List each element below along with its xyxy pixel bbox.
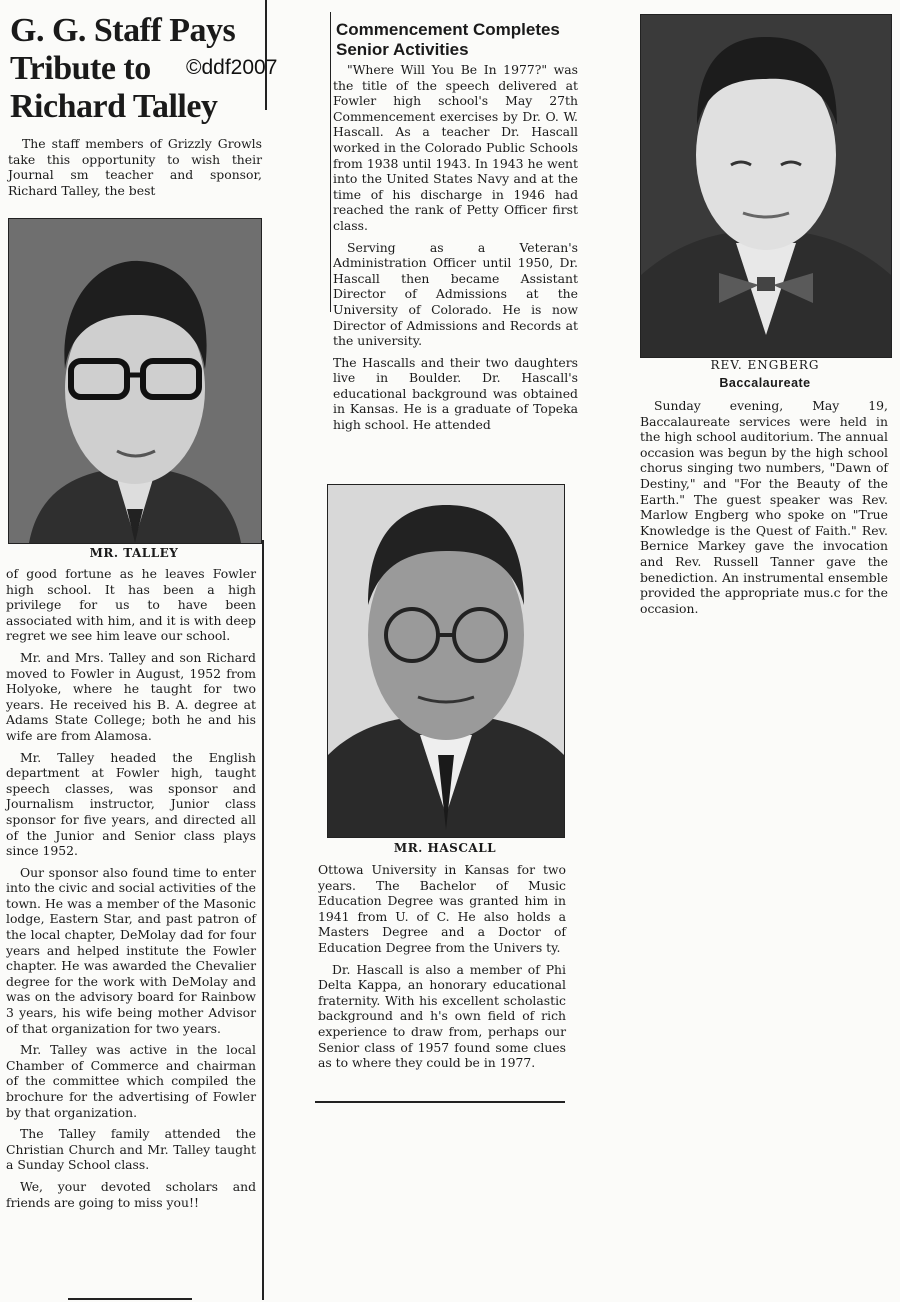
talley-portrait-image: [9, 219, 261, 543]
engberg-subhead: Baccalaureate: [719, 376, 811, 390]
engberg-photo-caption: REV. ENGBERG: [710, 358, 820, 372]
talley-paragraph-3: Mr. Talley headed the English department at Fowler high, taught speech classes, was sponsor and Journalism instructor, Junior class sponsor for five years, and directed all of the Junior and Senior class plays since 1952.: [6, 749, 256, 859]
talley-lead-column: [8, 136, 262, 204]
column-rule-left-top: [265, 0, 267, 110]
talley-headline: G. G. Staff Pays Tribute to Richard Talley: [10, 12, 236, 125]
column-rule-mid: [330, 12, 331, 312]
hascall-headline: Commencement Completes Senior Activities: [336, 20, 560, 59]
hascall-photo: [327, 484, 565, 838]
hascall-paragraph-5: Dr. Hascall is also a member of Phi Delta Kappa, an honorary educational fraternity. With his excellent scholastic background and h's own field of rich experience to draw from, perhaps our Senior class of 1957 found some clues as to where they could be in 1977.: [318, 961, 566, 1071]
engberg-portrait-image: [641, 15, 891, 357]
hascall-paragraph-3: The Hascalls and their two daughters live in Boulder. Dr. Hascall's educational background was obtained in Kansas. He is a graduate of Topeka high school. He attended: [333, 354, 578, 433]
hascall-bottom-column: [318, 862, 566, 1077]
article-end-rule-left: [68, 1298, 192, 1300]
hascall-photo-caption: MR. HASCALL: [393, 841, 497, 855]
article-end-rule-mid: [315, 1101, 565, 1103]
talley-photo: [8, 218, 262, 544]
engberg-photo: [640, 14, 892, 358]
engberg-column: [640, 398, 888, 622]
talley-paragraph-6: The Talley family attended the Christian Church and Mr. Talley taught a Sunday School class.: [6, 1126, 256, 1173]
hascall-paragraph-1: "Where Will You Be In 1977?" was the title of the speech delivered at Fowler high school's May 27th Commencement exercises by Dr. O. W. Hascall. As a teacher Dr. Hascall worked in the Colorado Public Schools from 1938 until 1943. In 1943 he went into the United States Navy and at the time of his discharge in 1946 had reached the rank of Petty Officer first class.: [333, 62, 578, 233]
hascall-portrait-image: [328, 485, 564, 837]
talley-lead: The staff members of Grizzly Growls take this opportunity to wish their Journal sm teacher and sponsor, Richard Talley, the best: [8, 136, 262, 198]
talley-paragraph-7: We, your devoted scholars and friends are going to miss you!!: [6, 1178, 256, 1210]
hascall-paragraph-2: Serving as a Veteran's Administration Officer until 1950, Dr. Hascall then became Assistant Director of Admissions at the University of Colorado. He is now Director of Admissions and Records at the university.: [333, 239, 578, 349]
talley-photo-caption: MR. TALLEY: [89, 546, 179, 560]
talley-paragraph-5: Mr. Talley was active in the local Chamber of Commerce and chairman of the committee which compiled the brochure for the advertising of Fowler by that organization.: [6, 1042, 256, 1120]
engberg-paragraph-1: Sunday evening, May 19, Baccalaureate services were held in the high school auditorium. The annual occasion was begun by the high school chorus singing two numbers, "Dawn of Destiny," and "For the Beauty of the Earth." The guest speaker was Rev. Marlow Engberg who spoke on "True Knowledge is the Quest of Faith." Rev. Bernice Markey gave the invocation and Rev. Russell Tanner gave the benediction. An instrumental ensemble provided the appropriate mus.c for the occasion.: [640, 398, 888, 616]
hascall-paragraph-4: Ottowa University in Kansas for two years. The Bachelor of Music Education Degree was granted him in 1941 from U. of C. He also holds a Masters Degree and a Doctor of Education Degree from the Univers ty.: [318, 862, 566, 955]
talley-paragraph-4: Our sponsor also found time to enter into the civic and social activities of the town. He was a member of the Masonic lodge, Eastern Star, and past patron of the local chapter, DeMolay dad for four years and helped institute the Fowler chapter. He was awarded the Chevalier degree for the work with DeMolay and was on the advisory board for Rainbow 3 years, his wife being mother Advisor of that organization for two years.: [6, 864, 256, 1036]
column-rule-left: [262, 540, 264, 1300]
talley-paragraph-2: Mr. and Mrs. Talley and son Richard moved to Fowler in August, 1952 from Holyoke, where he taught for two years. He received his B. A. degree at Adams State College; both he and his wife are from Alamosa.: [6, 649, 256, 743]
talley-body-column: [6, 566, 256, 1216]
hascall-top-column: [333, 62, 578, 439]
talley-continued: of good fortune as he leaves Fowler high school. It has been a high privilege for us to have been associated with him, and it is with deep regret we see him leave our school.: [6, 566, 256, 644]
copyright-watermark: ©ddf2007: [186, 56, 278, 79]
